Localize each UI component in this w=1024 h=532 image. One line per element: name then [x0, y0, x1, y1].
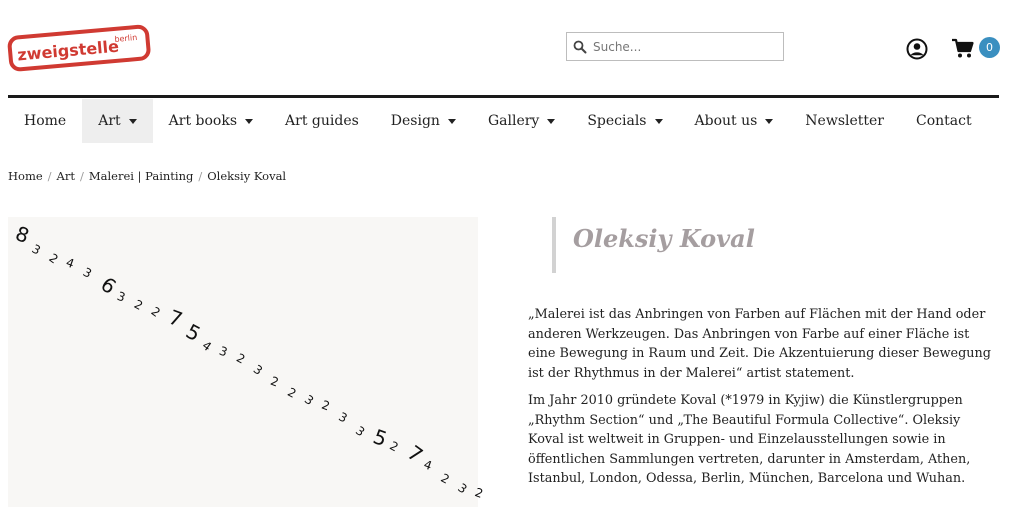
search-icon — [573, 40, 587, 54]
breadcrumb-separator: / — [47, 169, 52, 183]
artwork-digit: 3 — [336, 409, 350, 426]
nav-item-label: About us — [694, 113, 758, 129]
artwork-drawing — [8, 217, 485, 507]
site-logo[interactable] — [8, 24, 152, 70]
artwork-digit: 3 — [29, 241, 43, 258]
artwork-digit: 2 — [46, 250, 61, 267]
nav-item-about-us[interactable] — [679, 99, 790, 143]
nav-item-label: Art — [98, 113, 121, 129]
page-title: Oleksiy Koval — [573, 224, 755, 253]
breadcrumb — [8, 169, 286, 183]
nav-item-label: Contact — [916, 113, 972, 129]
artwork-digit: 4 — [64, 255, 77, 272]
artwork-digit: 2 — [268, 373, 281, 390]
artwork-digit: 5 — [370, 424, 391, 452]
logo-subtext: berlin — [114, 32, 138, 44]
artwork-digit: 2 — [472, 485, 485, 501]
logo-image — [8, 24, 152, 70]
artwork-digit: 2 — [438, 470, 452, 487]
caret-down-icon — [547, 119, 555, 124]
artwork-digit: 7 — [165, 304, 186, 332]
caret-down-icon — [129, 119, 137, 124]
article-body — [528, 305, 998, 497]
search-input[interactable] — [593, 40, 773, 54]
artwork-digit: 2 — [387, 438, 401, 455]
nav-item-label: Specials — [587, 113, 647, 129]
nav-item-label: Gallery — [487, 113, 540, 129]
artwork-digit: 2 — [319, 397, 332, 414]
nav-item-art-books[interactable] — [153, 99, 269, 143]
artwork-digit: 7 — [402, 440, 428, 468]
cart-count-badge: 0 — [979, 37, 1000, 58]
artwork-digit: 6 — [96, 272, 121, 299]
nav-item-label: Art books — [168, 113, 238, 129]
breadcrumb-current: Oleksiy Koval — [207, 169, 287, 183]
artwork-digit: 3 — [352, 423, 368, 440]
artwork-digit: 3 — [301, 392, 317, 409]
caret-down-icon — [655, 119, 663, 124]
artwork-digit: 8 — [12, 221, 33, 249]
breadcrumb-home[interactable]: Home — [8, 169, 43, 183]
nav-item-specials[interactable] — [571, 99, 678, 143]
nav-item-newsletter[interactable] — [789, 99, 900, 143]
breadcrumb-separator: / — [198, 169, 203, 183]
caret-down-icon — [765, 119, 773, 124]
nav-item-label: Newsletter — [805, 113, 884, 129]
search-box[interactable] — [566, 32, 784, 61]
biography-paragraph: Im Jahr 2010 gründete Koval (*1979 in Kyjiw) die Künstlergruppen „Rhythm Section“ und „The Beautiful Formula Collective“. Oleksiy Koval ist weltweit in Gruppen- und Einzelausstellungen sowie in öffentlichen Sammlungen vertreten, darunter in Amsterdam, Athen, Istanbul, London, Odessa, Berlin, München, Barcelona und Wuhan. — [528, 393, 971, 486]
nav-item-label: Art guides — [285, 113, 359, 129]
nav-item-gallery[interactable] — [472, 99, 571, 143]
nav-item-label: Design — [390, 113, 440, 129]
header-divider — [8, 95, 999, 98]
artwork-digit: 3 — [115, 288, 128, 305]
artwork-digit: 4 — [199, 338, 215, 355]
breadcrumb-art[interactable]: Art — [56, 169, 75, 183]
nav-item-contact[interactable] — [900, 99, 988, 143]
caret-down-icon — [245, 119, 253, 124]
nav-item-art[interactable] — [82, 99, 152, 143]
artwork-digit: 3 — [455, 480, 470, 497]
breadcrumb-separator: / — [79, 169, 84, 183]
account-icon[interactable] — [906, 38, 928, 60]
artwork-digit: 3 — [217, 343, 230, 360]
artwork-digit: 4 — [421, 457, 434, 474]
artwork-digit: 2 — [131, 297, 146, 314]
artwork-digit: 2 — [148, 304, 163, 320]
artwork-digit: 2 — [285, 384, 299, 401]
artwork-digit: 5 — [182, 319, 205, 347]
caret-down-icon — [448, 119, 456, 124]
title-accent-bar — [552, 217, 556, 273]
nav-item-art-guides[interactable] — [269, 99, 375, 143]
nav-item-design[interactable] — [375, 99, 472, 143]
nav-item-home[interactable] — [8, 99, 82, 143]
nav-item-label: Home — [24, 113, 67, 129]
logo-text: zweigstelle — [16, 36, 120, 65]
artwork-digit: 2 — [234, 350, 248, 367]
main-navigation — [8, 99, 988, 143]
artwork-image[interactable] — [8, 217, 485, 507]
artist-statement-paragraph: „Malerei ist das Anbringen von Farben auf Flächen mit der Hand oder anderen Werkzeugen. Das Anbringen von Farbe auf einer Fläche ist eine Bewegung in Raum und Zeit. Die Akzentuierung dieser Bewegung ist der Rhythmus in der Malerei“ artist statement. — [528, 307, 991, 381]
cart-button[interactable] — [951, 37, 1001, 61]
breadcrumb-painting[interactable]: Malerei | Painting — [88, 169, 194, 183]
artwork-digit: 3 — [80, 264, 95, 281]
artwork-digit: 3 — [250, 362, 266, 378]
cart-icon — [951, 39, 975, 59]
